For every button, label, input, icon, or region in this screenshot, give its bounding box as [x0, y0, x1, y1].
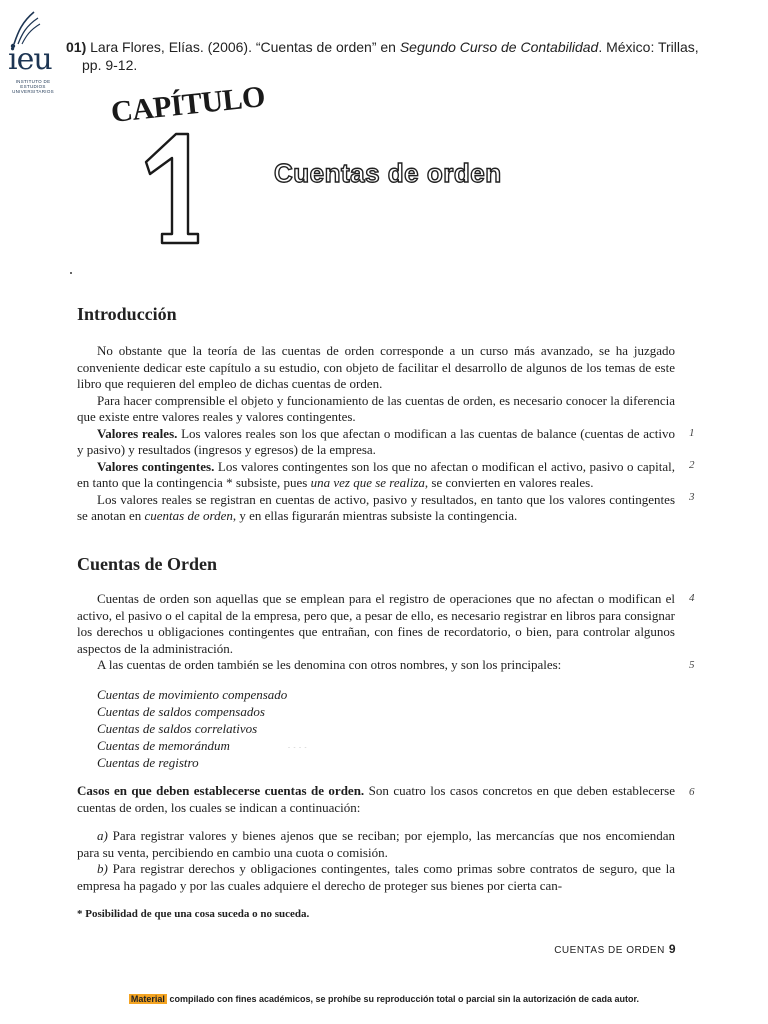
page-number: 9 [668, 942, 676, 956]
caso-b [77, 861, 675, 894]
term-casos: Casos en que deben establecerse cuentas de orden. [77, 783, 365, 798]
margin-number: 3 [689, 491, 695, 503]
caso-b-label: b) [97, 861, 108, 876]
copyright-disclaimer [0, 994, 768, 1004]
logo-subtitle: INSTITUTO DE ESTUDIOS UNIVERSITARIOS [12, 79, 54, 94]
intro-paragraph-2: Para hacer comprensible el objeto y funcionamiento de las cuentas de orden, es necesario conocer la diferencia que existe entre valores reales y valores contingentes. [77, 392, 675, 424]
disclaimer-text: compilado con fines académicos, se prohíbe su reproducción total o parcial sin la autorización de cada autor. [166, 994, 640, 1004]
intro-paragraph-5-italic: cuentas de orden [144, 508, 233, 523]
intro-paragraph-4 [77, 459, 675, 492]
cuentas-body [77, 591, 675, 674]
section-heading-cuentas: Cuentas de Orden [77, 554, 218, 574]
intro-paragraph-4-text-a: Los valores contingentes son los que no afectan o modifican el activo, pasivo o capital, en tanto que la contingencia * subsiste, pues [77, 458, 676, 490]
institution-logo [4, 10, 60, 94]
citation-text-b: . México: Trillas, [598, 39, 699, 55]
citation-pages: pp. 9-12. [82, 57, 138, 73]
margin-number: 4 [689, 592, 695, 604]
section-heading-intro: Introducción [77, 304, 177, 324]
caso-b-text: Para registrar derechos y obligaciones contingentes, tales como primas sobre contratos de seguro, que la empresa ha pagado y por las cuales adquiere el derecho de proteger sus bienes por cierta can- [77, 861, 675, 893]
running-footer-label: CUENTAS DE ORDEN [554, 945, 665, 956]
margin-number: 2 [689, 459, 695, 471]
list-item: Cuentas de movimiento compensado [97, 687, 288, 702]
chapter-number [140, 130, 200, 245]
list-item: Cuentas de saldos compensados [97, 704, 265, 719]
casos-paragraph [77, 783, 675, 816]
running-footer [554, 942, 676, 956]
alt-names-list [97, 686, 287, 771]
casos-items [77, 828, 675, 894]
cuentas-paragraph-1: Cuentas de orden son aquellas que se emplean para el registro de operaciones que no afectan o modifican el activo, el pasivo o el capital de la empresa, pero que, a pesar de ello, es necesario registrar en libros para consignar los derechos u obligaciones contingentes que entrañan, con fines de recordatorio, o bien, para controlar algunos aspectos de la administración. [77, 591, 675, 656]
faint-scan-marks: - - - - [288, 745, 308, 751]
cuentas-paragraph-2: A las cuentas de orden también se les denomina con otros nombres, y son los principales: [97, 657, 562, 672]
logo-wordmark: ieu [8, 42, 52, 77]
footnote [77, 908, 309, 920]
citation-number: 01) [66, 39, 87, 55]
citation-text-a: Lara Flores, Elías. (2006). “Cuentas de orden” en [90, 39, 400, 55]
casos-paragraph-text: Son cuatro los casos concretos en que deben establecerse cuentas de orden, los cuales se indican a continuación: [77, 783, 675, 815]
caso-a-text: Para registrar valores y bienes ajenos que se reciban; por ejemplo, las mercancías que nos encomiendan para su venta, percibiendo en cambio una cuota o comisión. [77, 828, 675, 860]
caso-a-label: a) [97, 828, 108, 843]
chapter-number-text: 1 [140, 130, 141, 131]
margin-number: 1 [689, 427, 695, 439]
intro-paragraph-1: No obstante que la teoría de las cuentas de orden corresponde a un curso más avanzado, se ha juzgado conveniente dedicar este capítulo a su estudio, con objeto de facilitar el desarrollo de algunos de los temas de este libro que requieren del empleo de dichas cuentas de orden. [77, 343, 675, 391]
margin-number: 6 [689, 786, 695, 798]
list-item: Cuentas de memorándum [97, 738, 230, 753]
chapter-label: CAPÍTULO [109, 80, 267, 130]
scan-speck [70, 272, 72, 274]
footnote-text: Posibilidad de que una cosa suceda o no suceda. [82, 908, 310, 920]
disclaimer-highlight: Material [130, 994, 165, 1004]
intro-body [77, 343, 675, 525]
term-valores-reales: Valores reales. [97, 425, 178, 441]
intro-paragraph-4-text-b: , se convierten en valores reales. [424, 475, 594, 490]
term-valores-contingentes: Valores contingentes. [97, 458, 215, 474]
intro-paragraph-5-text-b: , y en ellas figurarán mientras subsiste la contingencia. [232, 508, 518, 523]
intro-paragraph-4-italic: una vez que se realiza [310, 475, 425, 490]
intro-paragraph-5 [77, 492, 675, 525]
citation-book-title: Segundo Curso de Contabilidad [399, 39, 599, 55]
intro-paragraph-3-text: Los valores reales son los que afectan o modifican a las cuentas de balance (cuentas de activo y pasivo) y resultados (ingresos y egresos) de la empresa. [77, 425, 676, 457]
intro-paragraph-3 [77, 426, 675, 459]
source-citation [66, 38, 706, 74]
caso-a [77, 828, 675, 861]
margin-number: 5 [689, 659, 695, 671]
footnote-mark: * [77, 908, 83, 920]
list-item: Cuentas de registro [97, 755, 199, 770]
intro-paragraph-5-text-a: Los valores reales se registran en cuentas de activo, pasivo y resultados, en tanto que los valores contingentes se anotan en [77, 491, 675, 523]
chapter-title: Cuentas de orden [274, 158, 502, 188]
casos-body [77, 783, 675, 816]
list-item: Cuentas de saldos correlativos [97, 721, 258, 736]
